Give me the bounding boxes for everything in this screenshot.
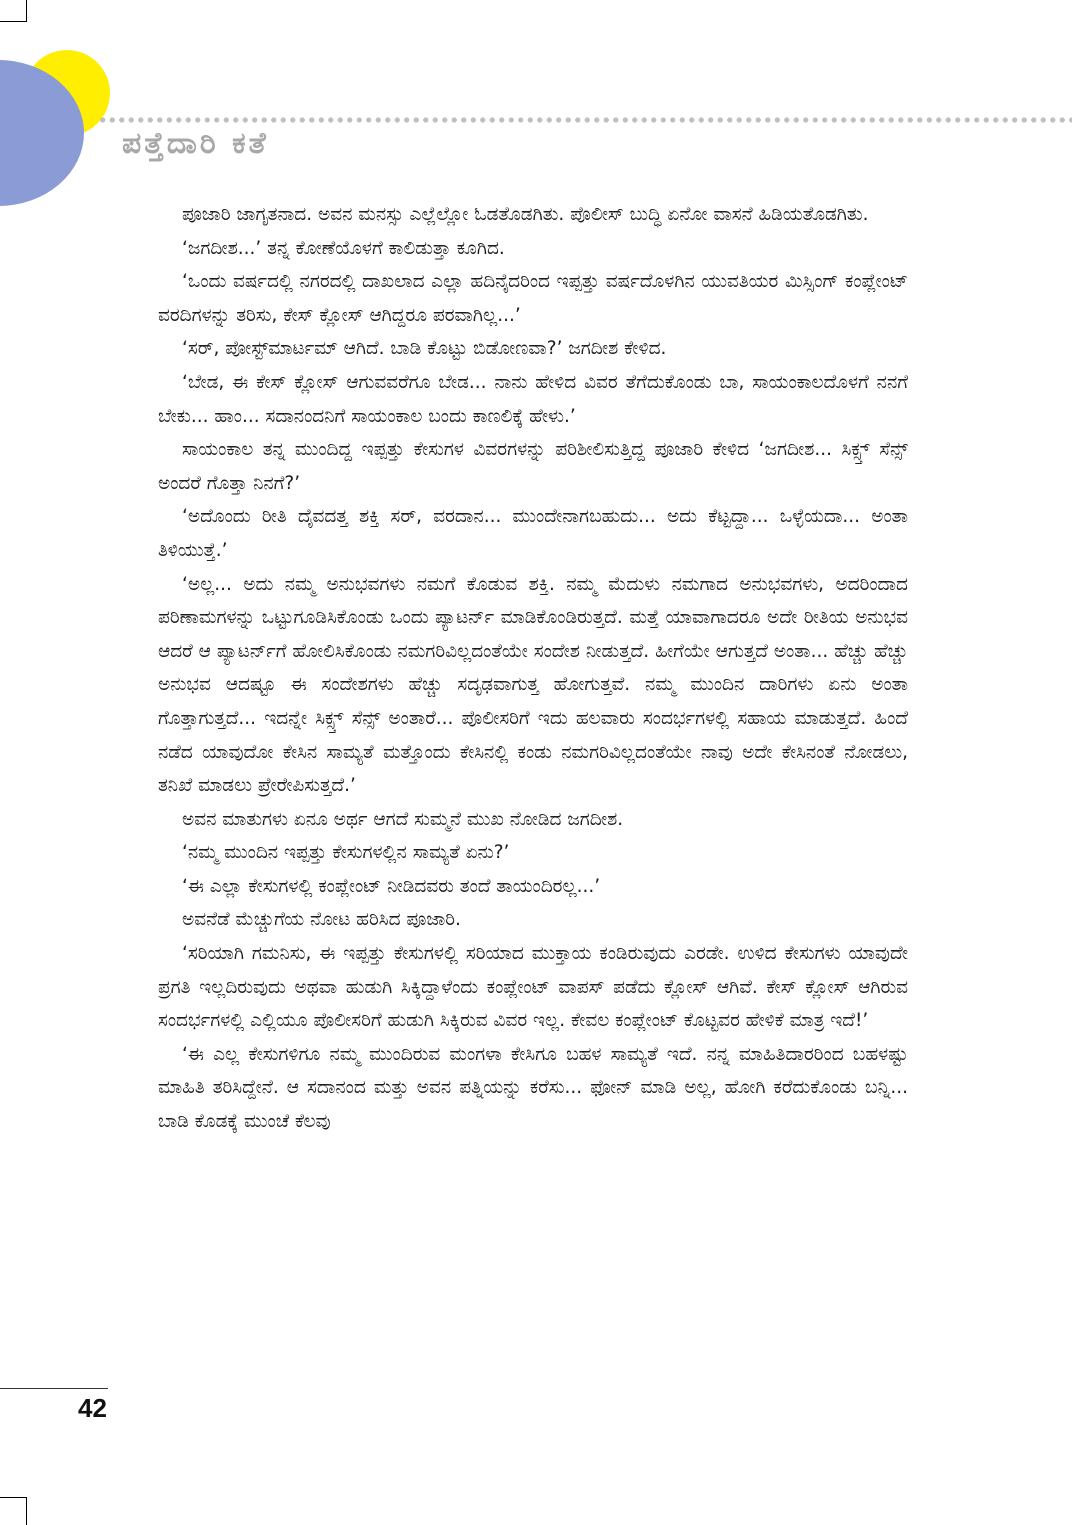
paragraph: ‘ಬೇಡ, ಈ ಕೇಸ್ ಕ್ಲೋಸ್ ಆಗುವವರೆಗೂ ಬೇಡ... ನಾನು ಹೇಳಿದ ವಿವರ ತೆಗೆದುಕೊಂಡು ಬಾ, ಸಾಯಂಕಾಲದೊಳಗೆ ನನಗೆ ಬೇಕು... ಹಾಂ... ಸದಾನಂದನಿಗೆ ಸಾಯಂಕಾಲ ಬಂದು ಕಾಣಲಿಕ್ಕೆ ಹೇಳು.’ (158, 371, 908, 427)
paragraph: ‘ಒಂದು ವರ್ಷದಲ್ಲಿ ನಗರದಲ್ಲಿ ದಾಖಲಾದ ಎಲ್ಲಾ ಹದಿನೈದರಿಂದ ಇಪ್ಪತ್ತು ವರ್ಷದೊಳಗಿನ ಯುವತಿಯರ ಮಿಸ್ಸಿಂಗ್ ಕಂಪ್ಲೇಂಟ್ ವರದಿಗಳನ್ನು ತರಿಸು, ಕೇಸ್ ಕ್ಲೋಸ್ ಆಗಿದ್ದರೂ ಪರವಾಗಿಲ್ಲ...’ (158, 271, 908, 326)
paragraph: ‘ಸರಿಯಾಗಿ ಗಮನಿಸು, ಈ ಇಪ್ಪತ್ತು ಕೇಸುಗಳಲ್ಲಿ ಸರಿಯಾದ ಮುಕ್ತಾಯ ಕಂಡಿರುವುದು ಎರಡೇ. ಉಳಿದ ಕೇಸುಗಳು ಯಾವುದೇ ಪ್ರಗತಿ ಇಲ್ಲದಿರುವುದು ಅಥವಾ ಹುಡುಗಿ ಸಿಕ್ಕಿದ್ದಾಳೆಂದು ಕಂಪ್ಲೇಂಟ್ ವಾಪಸ್ ಪಡೆದು ಕ್ಲೋಸ್ ಆಗಿವೆ. ಕೇಸ್ ಕ್ಲೋಸ್ ಆಗಿರುವ ಸಂದರ್ಭಗಳಲ್ಲಿ ಎಲ್ಲಿಯೂ ಪೊಲೀಸರಿಗೆ ಹುಡುಗಿ ಸಿಕ್ಕಿರುವ ವಿವರ ಇಲ್ಲ. ಕೇವಲ ಕಂಪ್ಲೇಂಟ್ ಕೊಟ್ಟವರ ಹೇಳಿಕೆ ಮಾತ್ರ ಇದೆ!’ (158, 943, 908, 1032)
paragraph: ‘ಈ ಎಲ್ಲ ಕೇಸುಗಳಿಗೂ ನಮ್ಮ ಮುಂದಿರುವ ಮಂಗಳಾ ಕೇಸಿಗೂ ಬಹಳ ಸಾಮ್ಯತೆ ಇದೆ. ನನ್ನ ಮಾಹಿತಿದಾರರಿಂದ ಬಹಳಷ್ಟು ಮಾಹಿತಿ ತರಿಸಿದ್ದೇನೆ. ಆ ಸದಾನಂದ ಮತ್ತು ಅವನ ಪತ್ನಿಯನ್ನು ಕರೆಸು... ಫೋನ್ ಮಾಡಿ ಅಲ್ಲ, ಹೋಗಿ ಕರೆದುಕೊಂಡು ಬನ್ನಿ... ಬಾಡಿ ಕೊಡಕ್ಕೆ ಮುಂಚೆ ಕೆಲವು (158, 1043, 908, 1133)
paragraph: ಸಾಯಂಕಾಲ ತನ್ನ ಮುಂದಿದ್ದ ಇಪ್ಪತ್ತು ಕೇಸುಗಳ ವಿವರಗಳನ್ನು ಪರಿಶೀಲಿಸುತ್ತಿದ್ದ ಪೂಜಾರಿ ಕೇಳಿದ ‘ಜಗದೀಶ... ಸಿಕ್ಸ್ತ್ ಸೆನ್ಸ್ ಅಂದರೆ ಗೊತ್ತಾ ನಿನಗೆ?’ (158, 439, 908, 494)
paragraph: ‘ಈ ಎಲ್ಲಾ ಕೇಸುಗಳಲ್ಲಿ ಕಂಪ್ಲೇಂಟ್ ನೀಡಿದವರು ತಂದೆ ತಾಯಂದಿರಲ್ಲ...’ (182, 875, 601, 897)
paragraph: ‘ಸರ್, ಪೋಸ್ಟ್‌ಮಾರ್ಟಮ್ ಆಗಿದೆ. ಬಾಡಿ ಕೊಟ್ಟು ಬಿಡೋಣವಾ?’ ಜಗದೀಶ ಕೇಳಿದ. (182, 338, 667, 360)
paragraph: ‘ಜಗದೀಶ...’ ತನ್ನ ಕೋಣೆಯೊಳಗೆ ಕಾಲಿಡುತ್ತಾ ಕೂಗಿದ. (182, 237, 505, 259)
footer-rule (0, 1388, 108, 1389)
crop-mark-bottom-left-vertical (26, 1497, 27, 1525)
page-number: 42 (78, 1393, 107, 1423)
paragraph: ಪೂಜಾರಿ ಜಾಗೃತನಾದ. ಅವನ ಮನಸ್ಸು ಎಲ್ಲೆಲ್ಲೋ ಓಡತೊಡಗಿತು. ಪೊಲೀಸ್ ಬುದ್ಧಿ ಏನೋ ವಾಸನೆ ಹಿಡಿಯತೊಡಗಿತು. (182, 204, 869, 225)
paragraph: ‘ಅಲ್ಲ... ಅದು ನಮ್ಮ ಅನುಭವಗಳು ನಮಗೆ ಕೊಡುವ ಶಕ್ತಿ. ನಮ್ಮ ಮೆದುಳು ನಮಗಾದ ಅನುಭವಗಳು, ಅದರಿಂದಾದ ಪರಿಣಾಮಗಳನ್ನು ಒಟ್ಟುಗೂಡಿಸಿಕೊಂಡು ಒಂದು ಪ್ಯಾಟರ್ನ್ ಮಾಡಿಕೊಂಡಿರುತ್ತದೆ. ಮತ್ತೆ ಯಾವಾಗಾದರೂ ಅದೇ ರೀತಿಯ ಅನುಭವ ಆದರೆ ಆ ಪ್ಯಾಟರ್ನ್‌ಗೆ ಹೋಲಿಸಿಕೊಂಡು ನಮಗರಿವಿಲ್ಲದಂತೆಯೇ ಸಂದೇಶ ನೀಡುತ್ತದೆ. ಹೀಗೆಯೇ ಆಗುತ್ತದೆ ಅಂತಾ... ಹೆಚ್ಚು ಹೆಚ್ಚು ಅನುಭವ ಆದಷ್ಟೂ ಈ ಸಂದೇಶಗಳು ಹೆಚ್ಚು ಸದೃಢವಾಗುತ್ತ ಹೋಗುತ್ತವೆ. ನಮ್ಮ ಮುಂದಿನ ದಾರಿಗಳು ಏನು ಅಂತಾ ಗೊತ್ತಾಗುತ್ತದೆ... ಇದನ್ನೇ ಸಿಕ್ಸ್ತ್ ಸೆನ್ಸ್ ಅಂತಾರೆ... ಪೊಲೀಸರಿಗೆ ಇದು ಹಲವಾರು ಸಂದರ್ಭಗಳಲ್ಲಿ ಸಹಾಯ ಮಾಡುತ್ತದೆ. ಹಿಂದೆ ನಡೆದ ಯಾವುದೋ ಕೇಸಿನ ಸಾಮ್ಯತೆ ಮತ್ತೊಂದು ಕೇಸಿನಲ್ಲಿ ಕಂಡು ನಮಗರಿವಿಲ್ಲದಂತೆಯೇ ನಾವು ಅದೇ ಕೇಸಿನಂತೆ ನೋಡಲು, ತನಿಖೆ ಮಾಡಲು ಪ್ರೇರೇಪಿಸುತ್ತದೆ.’ (158, 573, 908, 797)
crop-mark-bottom-left-horizontal (0, 1497, 27, 1498)
paragraph: ಅವನ ಮಾತುಗಳು ಏನೂ ಅರ್ಥ ಆಗದೆ ಸುಮ್ಮನೆ ಮುಖ ನೋಡಿದ ಜಗದೀಶ. (182, 808, 624, 830)
section-title: ಪತ್ತೆದಾರಿ ಕತೆ (122, 126, 269, 161)
paragraph: ‘ಅದೊಂದು ರೀತಿ ದೈವದತ್ತ ಶಕ್ತಿ ಸರ್, ವರದಾನ... ಮುಂದೇನಾಗಬಹುದು... ಅದು ಕೆಟ್ಟದ್ದಾ... ಒಳ್ಳೆಯದಾ... ಅಂತಾ ತಿಳಿಯುತ್ತೆ.’ (158, 506, 908, 561)
paragraph: ಅವನೆಡೆ ಮೆಚ್ಚುಗೆಯ ನೋಟ ಹರಿಸಿದ ಪೂಜಾರಿ. (182, 909, 461, 931)
paragraph: ‘ನಮ್ಮ ಮುಂದಿನ ಇಪ್ಪತ್ತು ಕೇಸುಗಳಲ್ಲಿನ ಸಾಮ್ಯತೆ ಏನು?’ (182, 842, 510, 864)
crop-mark-top-left-vertical (26, 0, 27, 22)
story-body (158, 198, 908, 1139)
crop-mark-top-left-horizontal (0, 21, 27, 22)
dotted-header-rule (98, 116, 1072, 124)
